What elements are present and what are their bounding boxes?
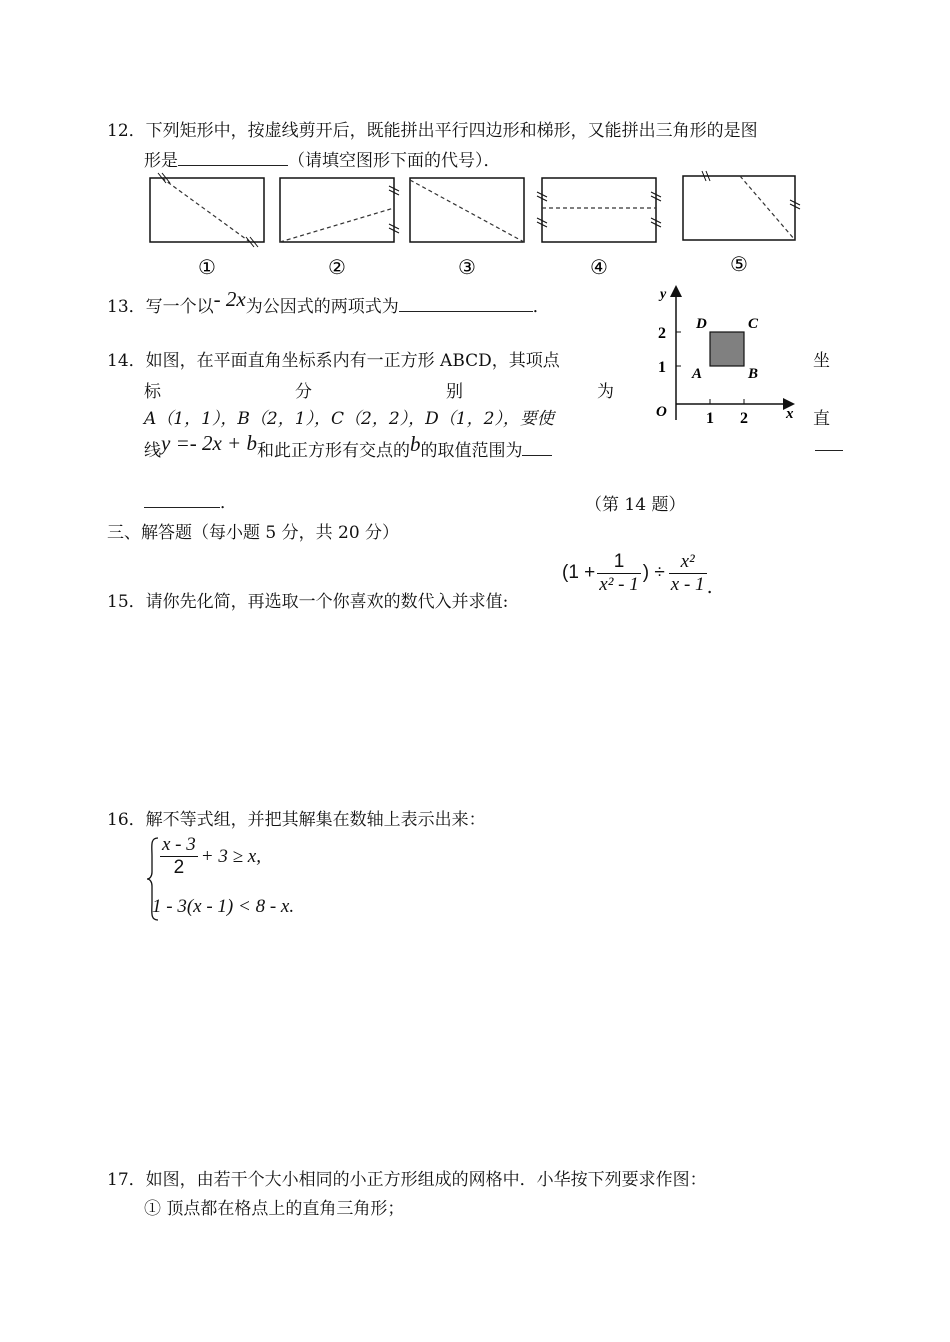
figure-label-2: ②	[328, 257, 346, 279]
section-3-title: 三、解答题（每小题 5 分，共 20 分）	[107, 523, 400, 543]
figure-label-3: ③	[458, 257, 476, 279]
q14-b-variable: b	[409, 432, 421, 456]
q13-answer-blank[interactable]	[399, 297, 533, 312]
q14-number: 14．	[107, 351, 146, 371]
q13-number: 13．	[107, 297, 146, 317]
q14-answer-blank-c[interactable]	[144, 493, 220, 508]
q16-fraction-numerator: x - 3	[162, 834, 196, 855]
rectangle-figure-2	[280, 178, 399, 242]
q17-number: 17．	[107, 1170, 146, 1190]
q15-expression	[562, 548, 713, 598]
q14-text-line4b: 和此正方形有交点的	[256, 441, 410, 461]
rectangle-figure-5	[683, 171, 800, 240]
figure-label-1: ①	[198, 257, 216, 279]
q14-line5	[144, 488, 237, 513]
q13-text-a: 写一个以	[145, 297, 214, 317]
q16-fraction-denominator: 2	[160, 856, 198, 879]
q14-line4	[144, 431, 552, 462]
q13-text-b: 为公因式的两项式为	[245, 297, 399, 317]
q15-fraction-2-denominator: x - 1	[670, 573, 705, 595]
q15-open: (1 +	[562, 562, 596, 583]
figure-label-5: ⑤	[730, 254, 748, 276]
q14-text-line4a: 线	[144, 441, 161, 461]
q14-line2	[144, 377, 614, 402]
q14-line3: A（1，1），B（2，1），C（2，2），D（1，2），要使	[144, 409, 554, 429]
q15-fraction-1	[597, 551, 640, 596]
x-tick-2: 2	[740, 410, 748, 427]
q16-inequality-1	[160, 834, 261, 879]
q14-line1	[107, 346, 560, 371]
q16-line	[107, 805, 486, 830]
q13-line	[107, 287, 550, 318]
q15-text: 请你先化简，再选取一个你喜欢的数代入并求值:	[145, 592, 509, 612]
q13-expression: - 2x	[213, 287, 246, 311]
q15-number: 15．	[107, 592, 146, 612]
q14-line2-word-4: 为	[597, 382, 614, 402]
vertex-d-label: D	[696, 316, 707, 332]
q16-inequality-2: 1 - 3(x - 1) < 8 - x.	[152, 896, 295, 917]
q14-text-line4c: 的取值范围为	[420, 441, 523, 461]
q12-text-line2b: （请填空图形下面的代号）．	[288, 151, 501, 171]
q12-text-line1: 下列矩形中，按虚线剪开后，既能拼出平行四边形和梯形，又能拼出三角形的是图	[145, 121, 758, 141]
figure-label-4: ④	[590, 257, 608, 279]
q14-text-line1: 如图，在平面直角坐标系内有一正方形 ABCD，其项点	[145, 351, 560, 371]
q14-line1-end: 坐	[813, 351, 830, 371]
q15-fraction-2	[669, 551, 707, 596]
y-tick-1: 1	[658, 359, 666, 376]
q14-end: ．	[220, 493, 237, 513]
q15-end: .	[706, 576, 713, 598]
vertex-a-label: A	[692, 366, 703, 382]
q17-text: 如图，由若干个大小相同的小正方形组成的网格中．小华按下列要求作图：	[145, 1170, 707, 1190]
q12-text-line2a: 形是	[144, 151, 178, 171]
x-tick-1: 1	[706, 410, 714, 427]
q15-line	[107, 587, 508, 612]
q14-answer-blank-b[interactable]	[815, 436, 843, 451]
q15-fraction-2-numerator: x²	[680, 550, 695, 572]
q12-answer-blank[interactable]	[178, 151, 288, 166]
q14-figure-caption: （第 14 题）	[585, 495, 686, 515]
origin-label: O	[656, 404, 667, 420]
q15-close: ) ÷	[642, 562, 665, 583]
q16-inequality-1-rest: + 3 ≥ x,	[200, 845, 261, 867]
q13-end: ．	[532, 297, 550, 317]
q14-line2-word-3: 别	[446, 382, 463, 402]
vertex-c-label: C	[748, 316, 759, 332]
q16-text: 解不等式组，并把其解集在数轴上表示出来：	[145, 810, 486, 830]
q14-line2-word-1: 标	[144, 382, 161, 402]
y-tick-2: 2	[658, 325, 666, 342]
rectangle-figure-1	[150, 173, 264, 247]
q14-line3-end: 直	[813, 409, 830, 429]
q14-line2-word-2: 分	[295, 382, 312, 402]
x-axis-label: x	[786, 406, 794, 422]
q15-fraction-1-numerator: 1	[613, 550, 625, 572]
y-axis-label: y	[660, 287, 667, 302]
square-abcd	[710, 332, 744, 366]
q12-line2	[144, 146, 501, 171]
q12-line1	[107, 116, 758, 141]
q17-line	[107, 1165, 707, 1190]
rectangle-figure-4	[537, 178, 661, 242]
q12-number: 12．	[107, 121, 146, 141]
q14-answer-blank-a[interactable]	[522, 441, 552, 456]
q14-coordinate-graph	[648, 280, 798, 430]
q17-item-1: ① 顶点都在格点上的直角三角形；	[144, 1199, 405, 1219]
rectangle-figure-3	[410, 178, 524, 242]
q16-fraction	[160, 834, 198, 879]
q15-fraction-1-denominator: x² - 1	[599, 573, 639, 595]
q12-figures	[140, 170, 810, 282]
q14-line-expression: y =- 2x + b	[161, 431, 257, 455]
vertex-b-label: B	[748, 366, 759, 382]
q16-number: 16．	[107, 810, 146, 830]
q14-line4-end	[815, 436, 843, 456]
